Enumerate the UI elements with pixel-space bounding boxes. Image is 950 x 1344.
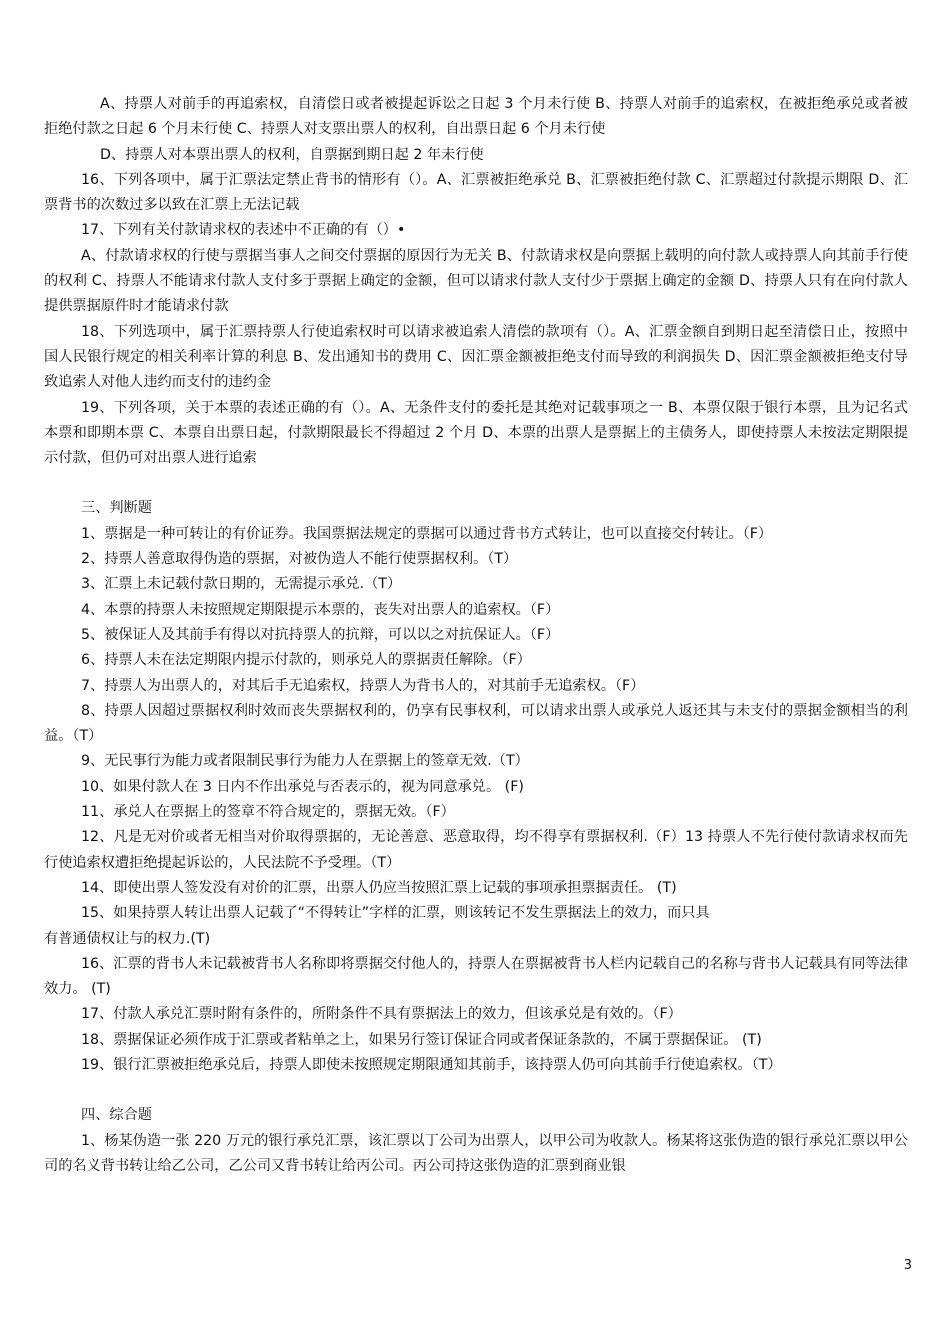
page-number: 3	[903, 1258, 912, 1273]
judgment-item: 11、承兑人在票据上的签章不符合规定的，票据无效。（F）	[81, 804, 455, 821]
question-17-options: A、付款请求权的行使与票据当事人之间交付票据的原因行为无关 B、付款请求权是向票据上载明的向付款人或持票人向其前手行使的权利 C、持票人不能请求付款人支付多于票据上确定的金额，但可以请求付款人支付少于票据上确定的金额 D、持票人只有在向付款人提供票据原件时才能请求付款	[44, 247, 908, 315]
document-page	[44, 92, 908, 1179]
judgment-item: 9、无民事行为能力或者限制民事行为能力人在票据上的签章无效.（T）	[81, 753, 529, 770]
judgment-item: 10、如果付款人在 3 日内不作出承兑与否表示的，视为同意承兑。 (F)	[81, 778, 524, 795]
judgment-item: 7、持票人为出票人的，对其后手无追索权，持票人为背书人的，对其前手无追索权。（F）	[81, 677, 645, 694]
judgment-item: 3、汇票上未记载付款日期的，无需提示承兑.（T）	[81, 576, 402, 593]
judgment-item: 2、持票人善意取得伪造的票据，对被伪造人不能行使票据权利。（T）	[81, 551, 518, 568]
section-spacer	[44, 471, 908, 496]
judgment-item: 12、凡是无对价或者无相当对价取得票据的，无论善意、恶意取得，均不得享有票据权利.（F）13 持票人不先行使付款请求权而先行使追索权遭拒绝提起诉讼的，人民法院不予受理。（T）	[44, 829, 908, 871]
judgment-item: 4、本票的持票人未按照规定期限提示本票的，丧失对出票人的追索权。（F）	[81, 601, 560, 618]
judgment-item: 8、持票人因超过票据权利时效而丧失票据权利的，仍享有民事权利，可以请求出票人或承兑人返还其与未支付的票据金额相当的利益。（T）	[44, 702, 908, 745]
question-17: 17、下列有关付款请求权的表述中不正确的有（）•	[81, 222, 406, 239]
judgment-item-continuation: 有普通债权让与的权力.(T)	[44, 930, 211, 947]
section-4-heading: 四、综合题	[81, 1107, 152, 1124]
question-19: 19、下列各项，关于本票的表述正确的有（）。A、无条件支付的委托是其绝对记载事项之一 B、本票仅限于银行本票，且为记名式本票和即期本票 C、本票自出票日起，付款期限最长不得超过 2 个月 D、本票的出票人是票据上的主债务人，即使持票人未按法定期限提示付款，但仍可对出票人进行追索	[44, 399, 908, 467]
judgment-item: 6、持票人未在法定期限内提示付款的，则承兑人的票据责任解除。（F）	[81, 652, 531, 669]
question-18: 18、下列选项中，属于汇票持票人行使追索权时可以请求被追索人清偿的款项有（）。A、汇票金额自到期日起至清偿日止，按照中国人民银行规定的相关利率计算的利息 B、发出通知书的费用 C、因汇票金额被拒绝支付而导致的利润损失 D、因汇票金额被拒绝支付导致追索人对他人违约而支付的违约金	[44, 323, 908, 391]
question-16: 16、下列各项中，属于汇票法定禁止背书的情形有（）。A、汇票被拒绝承兑 B、汇票被拒绝付款 C、汇票超过付款提示期限 D、汇票背书的次数过多以致在汇票上无法记载	[44, 171, 908, 214]
judgment-item: 14、即使出票人签发没有对价的汇票，出票人仍应当按照汇票上记载的事项承担票据责任。 (T)	[81, 879, 677, 896]
section-spacer	[44, 1078, 908, 1103]
section-3-heading: 三、判断题	[81, 500, 152, 517]
judgment-item: 5、被保证人及其前手有得以对抗持票人的抗辩，可以以之对抗保证人。（F）	[81, 626, 560, 643]
q15-option-d: D、持票人对本票出票人的权利，自票据到期日起 2 年未行使	[100, 146, 484, 163]
judgment-item: 16、汇票的背书人未记载被背书人名称即将票据交付他人的，持票人在票据被背书人栏内记载自己的名称与背书人记载具有同等法律效力。 (T)	[44, 955, 908, 998]
judgment-item: 18、票据保证必须作成于汇票或者粘单之上，如果另行签订保证合同或者保证条款的，不属于票据保证。 (T)	[81, 1031, 762, 1048]
q15-options-a-c: A、持票人对前手的再追索权，自清偿日或者被提起诉讼之日起 3 个月未行使 B、持票人对前手的追索权，在被拒绝承兑或者被拒绝付款之日起 6 个月未行使 C、持票人对支票出票人的权利，自出票日起 6 个月未行使	[44, 96, 908, 138]
judgment-item: 15、如果持票人转让出票人记载了“不得转让”字样的汇票，则该转记不发生票据法上的效力，而只具	[81, 905, 710, 922]
judgment-item: 19、银行汇票被拒绝承兑后，持票人即使未按照规定期限通知其前手，该持票人仍可向其前手行使追索权。（T）	[81, 1056, 782, 1073]
judgment-item: 1、票据是一种可转让的有价证券。我国票据法规定的票据可以通过背书方式转让，也可以直接交付转让。（F）	[81, 525, 773, 542]
comprehensive-item-1: 1、杨某伪造一张 220 万元的银行承兑汇票，该汇票以丁公司为出票人，以甲公司为收款人。杨某将这张伪造的银行承兑汇票以甲公司的名义背书转让给乙公司，乙公司又背书转让给丙公司。丙公司持这张伪造的汇票到商业银	[44, 1132, 908, 1174]
judgment-item: 17、付款人承兑汇票时附有条件的，所附条件不具有票据法上的效力，但该承兑是有效的。（F）	[81, 1006, 682, 1023]
